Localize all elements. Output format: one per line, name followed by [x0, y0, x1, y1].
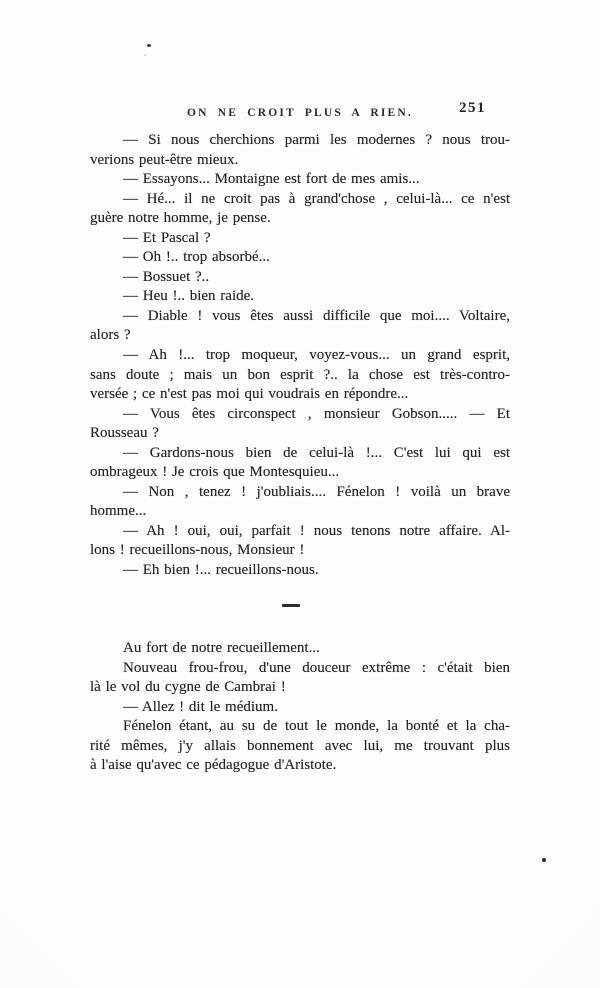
- ink-speck: [147, 44, 151, 47]
- text-line: Nouveau frou-frou, d'une douceur extrême : c'était bien: [123, 659, 510, 676]
- page-number: 251: [459, 100, 486, 116]
- text-line: — Gardons-nous bien de celui-là !... C'est lui qui est: [123, 444, 510, 461]
- dialogue-section: [90, 131, 510, 581]
- text-line: là le vol du cygne de Cambrai !: [90, 679, 286, 696]
- text-line: guère notre homme, je pense.: [90, 210, 271, 227]
- text-line: — Essayons... Montaigne est fort de mes amis...: [123, 171, 420, 188]
- text-line: Fénelon étant, au su de tout le monde, la bonté et la cha-: [123, 718, 510, 735]
- text-line: — Et Pascal ?: [123, 229, 211, 246]
- divider-dash-rule: [282, 604, 300, 607]
- text-line: — Hé... il ne croit pas à grand'chose , celui-là... ce n'est: [123, 190, 510, 207]
- narration-section: [90, 639, 510, 776]
- text-line: Au fort de notre recueillement...: [123, 640, 320, 656]
- ink-speck: [144, 54, 146, 56]
- text-line: — Oh !.. trop absorbé...: [123, 249, 270, 266]
- text-line: — Si nous cherchions parmi les modernes ? nous trou-: [123, 132, 510, 148]
- text-line: à l'aise qu'avec ce pédagogue d'Aristote.: [90, 757, 337, 774]
- text-line: Rousseau ?: [90, 425, 159, 442]
- text-line: lons ! recueillons-nous, Monsieur !: [90, 542, 305, 559]
- ink-speck: [542, 858, 546, 862]
- text-line: — Non , tenez ! j'oubliais.... Fénelon ! voilà un brave: [123, 483, 510, 500]
- text-line: ombrageux ! Je crois que Montesquieu...: [90, 464, 340, 481]
- section-divider: [90, 604, 510, 614]
- page-header: [90, 100, 510, 121]
- text-line: — Heu !.. bien raide.: [123, 288, 255, 305]
- text-line: alors ?: [90, 327, 131, 344]
- text-line: — Allez ! dit le médium.: [123, 698, 278, 715]
- text-line: — Ah ! oui, oui, parfait ! nous tenons notre affaire. Al-: [123, 522, 510, 539]
- text-line: rité mêmes, j'y allais bonnement avec lui, me trouvant plus: [90, 737, 510, 754]
- text-line: homme...: [90, 503, 147, 520]
- text-line: — Eh bien !... recueillons-nous.: [123, 562, 319, 579]
- text-line: sans doute ; mais un bon esprit ?.. la chose est très-contro-: [90, 366, 510, 383]
- text-line: — Vous êtes circonspect , monsieur Gobson..... — Et: [123, 405, 510, 422]
- running-title: ON NE CROIT PLUS A RIEN.: [187, 107, 413, 119]
- ink-speck: [284, 116, 286, 118]
- text-line: versée ; ce n'est pas moi qui voudrais en répondre...: [90, 386, 409, 403]
- text-line: — Bossuet ?..: [123, 268, 210, 285]
- text-line: — Diable ! vous êtes aussi difficile que moi.... Voltaire,: [123, 307, 510, 324]
- text-line: verions peut-être mieux.: [90, 151, 239, 168]
- text-line: — Ah !... trop moqueur, voyez-vous... un grand esprit,: [123, 347, 510, 364]
